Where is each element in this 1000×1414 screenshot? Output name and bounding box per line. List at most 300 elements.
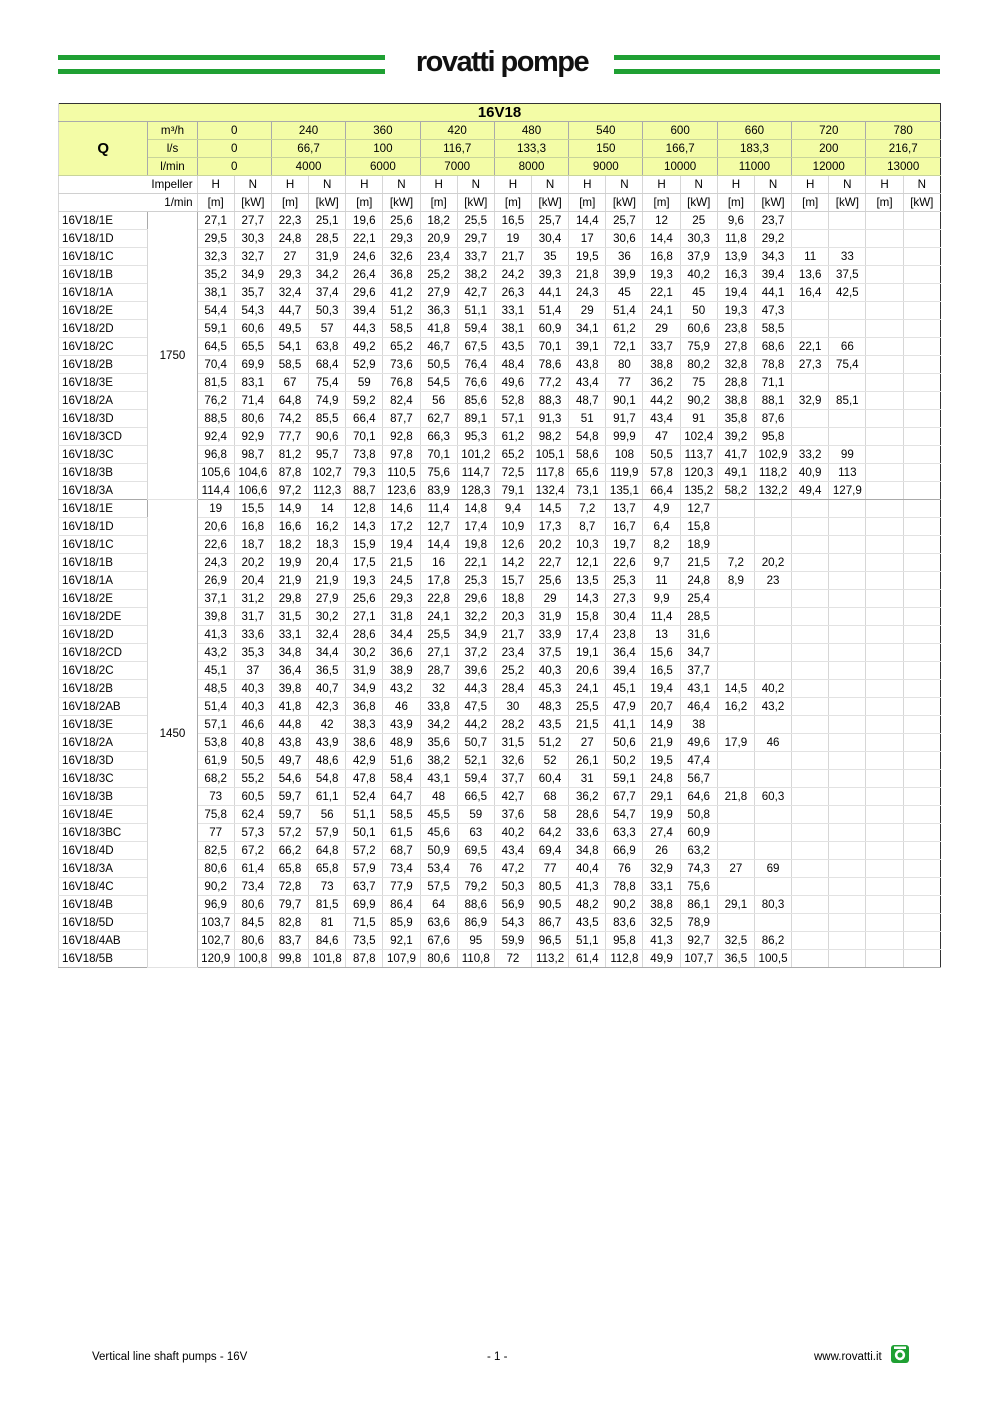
flow-value: 66,7 <box>271 140 345 158</box>
power-value: 67,5 <box>457 338 494 356</box>
power-value: 39,9 <box>606 266 643 284</box>
head-value: 43,1 <box>420 770 457 788</box>
head-value: 38,6 <box>346 734 383 752</box>
power-value: 40,3 <box>532 662 569 680</box>
power-value: 31,6 <box>680 626 717 644</box>
head-value: 34,9 <box>346 680 383 698</box>
power-value: 41,1 <box>606 716 643 734</box>
head-value: 49,4 <box>792 482 829 500</box>
head-value: 29,1 <box>717 896 754 914</box>
head-unit: [m] <box>643 194 680 212</box>
head-value <box>792 590 829 608</box>
head-value: 14,5 <box>717 680 754 698</box>
power-value: 83,1 <box>234 374 271 392</box>
head-value: 44,3 <box>346 320 383 338</box>
head-value: 43,4 <box>494 842 531 860</box>
power-value: 29,7 <box>457 230 494 248</box>
power-value: 60,3 <box>754 788 791 806</box>
head-value <box>792 752 829 770</box>
head-value <box>792 428 829 446</box>
power-value <box>903 752 940 770</box>
head-value: 43,8 <box>569 356 606 374</box>
head-unit: [m] <box>346 194 383 212</box>
header-stripe <box>58 69 385 74</box>
power-value: 74,9 <box>309 392 346 410</box>
head-value: 39,1 <box>569 338 606 356</box>
power-value: 37,4 <box>309 284 346 302</box>
power-value <box>829 788 866 806</box>
head-value: 23,4 <box>420 248 457 266</box>
head-value <box>866 464 903 482</box>
head-value: 57,8 <box>643 464 680 482</box>
power-value: 113,2 <box>532 950 569 968</box>
power-value: 46 <box>754 734 791 752</box>
power-value: 92,8 <box>383 428 420 446</box>
head-value: 21,9 <box>271 572 308 590</box>
head-value <box>866 932 903 950</box>
head-value: 33,1 <box>494 302 531 320</box>
head-value: 43,4 <box>643 410 680 428</box>
website-link[interactable]: www.rovatti.it <box>814 1351 882 1363</box>
flow-value: 660 <box>717 122 791 140</box>
power-value: 101,2 <box>457 446 494 464</box>
power-value: 36,5 <box>309 662 346 680</box>
head-value <box>866 212 903 230</box>
head-value: 82,5 <box>197 842 234 860</box>
head-value: 26,1 <box>569 752 606 770</box>
head-value: 37,1 <box>197 590 234 608</box>
head-value: 57,2 <box>271 824 308 842</box>
head-value: 49,7 <box>271 752 308 770</box>
power-value: 88,1 <box>754 392 791 410</box>
power-value: 33,6 <box>234 626 271 644</box>
head-value: 96,9 <box>197 896 234 914</box>
head-value: 73,1 <box>569 482 606 500</box>
power-value: 66 <box>829 338 866 356</box>
head-value: 50,9 <box>420 842 457 860</box>
head-value: 28,4 <box>494 680 531 698</box>
head-value: 48,7 <box>569 392 606 410</box>
head-value: 46,7 <box>420 338 457 356</box>
power-value: 75,4 <box>309 374 346 392</box>
power-value: 46 <box>383 698 420 716</box>
head-value: 88,5 <box>197 410 234 428</box>
head-value: 8,9 <box>717 572 754 590</box>
power-value: 69,9 <box>234 356 271 374</box>
power-value: 84,6 <box>309 932 346 950</box>
power-value: 38,9 <box>383 662 420 680</box>
power-value: 78,9 <box>680 914 717 932</box>
head-value <box>792 806 829 824</box>
head-value: 37,7 <box>494 770 531 788</box>
head-value <box>866 410 903 428</box>
power-value: 128,3 <box>457 482 494 500</box>
head-value: 9,9 <box>643 590 680 608</box>
power-value: 95 <box>457 932 494 950</box>
head-value: 120,9 <box>197 950 234 968</box>
company-emblem-icon <box>890 1344 910 1364</box>
power-value: 64,7 <box>383 788 420 806</box>
power-value <box>829 626 866 644</box>
power-value: 135,2 <box>680 482 717 500</box>
head-value <box>866 518 903 536</box>
head-value: 51,1 <box>346 806 383 824</box>
power-value: 23,8 <box>606 626 643 644</box>
power-value <box>903 770 940 788</box>
power-value <box>903 266 940 284</box>
power-unit: [kW] <box>829 194 866 212</box>
pump-model: 16V18/4D <box>59 842 148 860</box>
head-value: 17 <box>569 230 606 248</box>
power-value: 78,8 <box>754 356 791 374</box>
head-value: 27 <box>569 734 606 752</box>
head-value: 75,6 <box>420 464 457 482</box>
power-value: 80,6 <box>234 896 271 914</box>
head-value: 22,6 <box>197 536 234 554</box>
head-value: 103,7 <box>197 914 234 932</box>
power-value: 112,3 <box>309 482 346 500</box>
head-value <box>792 716 829 734</box>
power-value: 31,2 <box>234 590 271 608</box>
head-value: 24,8 <box>271 230 308 248</box>
power-value: 47,3 <box>754 302 791 320</box>
power-unit: [kW] <box>903 194 940 212</box>
power-value <box>829 896 866 914</box>
head-value: 14,3 <box>346 518 383 536</box>
power-value: 76,4 <box>457 356 494 374</box>
power-value <box>903 428 940 446</box>
flow-value: 9000 <box>569 158 643 176</box>
head-value: 63,6 <box>420 914 457 932</box>
power-value: 39,6 <box>457 662 494 680</box>
power-value: 20,2 <box>234 554 271 572</box>
power-value: 45 <box>680 284 717 302</box>
head-value: 37,6 <box>494 806 531 824</box>
power-value: 86,4 <box>383 896 420 914</box>
pump-model: 16V18/3A <box>59 860 148 878</box>
head-value: 54,1 <box>271 338 308 356</box>
head-value: 24,3 <box>569 284 606 302</box>
power-value: 71,1 <box>754 374 791 392</box>
power-value <box>829 662 866 680</box>
flow-value: 420 <box>420 122 494 140</box>
power-value: 73,4 <box>383 860 420 878</box>
power-value: 97,8 <box>383 446 420 464</box>
head-value: 36,2 <box>643 374 680 392</box>
head-value <box>717 824 754 842</box>
power-value <box>829 806 866 824</box>
power-value: 123,6 <box>383 482 420 500</box>
power-value: 75,6 <box>680 878 717 896</box>
head-value: 63,7 <box>346 878 383 896</box>
head-value <box>866 500 903 518</box>
head-value: 29 <box>569 302 606 320</box>
head-value: 57,1 <box>197 716 234 734</box>
head-value: 41,3 <box>569 878 606 896</box>
head-value <box>866 662 903 680</box>
power-value: 60,4 <box>532 770 569 788</box>
power-value <box>903 446 940 464</box>
flow-value: 0 <box>197 158 271 176</box>
head-value <box>866 482 903 500</box>
power-value <box>754 806 791 824</box>
head-value: 41,8 <box>420 320 457 338</box>
head-value: 58,2 <box>717 482 754 500</box>
power-value: 65,2 <box>383 338 420 356</box>
flow-value: 600 <box>643 122 717 140</box>
head-value <box>717 716 754 734</box>
head-value: 49,6 <box>494 374 531 392</box>
power-value: 34,4 <box>309 644 346 662</box>
power-value <box>829 518 866 536</box>
pump-model: 16V18/3E <box>59 374 148 392</box>
head-value: 41,8 <box>271 698 308 716</box>
page-header <box>58 46 940 78</box>
power-value: 29,2 <box>754 230 791 248</box>
power-value: 37,5 <box>829 266 866 284</box>
power-column-header: N <box>754 176 791 194</box>
power-value <box>754 914 791 932</box>
head-value: 43,5 <box>569 914 606 932</box>
power-value: 30,4 <box>606 608 643 626</box>
flow-value: 166,7 <box>643 140 717 158</box>
head-value: 32,6 <box>494 752 531 770</box>
power-value: 80,5 <box>532 878 569 896</box>
head-value: 21,8 <box>569 266 606 284</box>
power-value <box>903 608 940 626</box>
power-value: 30,6 <box>606 230 643 248</box>
head-value: 19,4 <box>717 284 754 302</box>
head-value: 29,8 <box>271 590 308 608</box>
head-value: 11,8 <box>717 230 754 248</box>
power-value: 78,8 <box>606 878 643 896</box>
power-value: 23,7 <box>754 212 791 230</box>
power-value: 41,2 <box>383 284 420 302</box>
power-value: 32,4 <box>309 626 346 644</box>
pump-model: 16V18/1C <box>59 536 148 554</box>
power-value <box>754 770 791 788</box>
power-value: 60,5 <box>234 788 271 806</box>
head-value: 43,5 <box>494 338 531 356</box>
power-value: 25,3 <box>457 572 494 590</box>
head-value: 56,9 <box>494 896 531 914</box>
power-value: 54,3 <box>234 302 271 320</box>
pump-model: 16V18/1B <box>59 266 148 284</box>
power-value: 79,2 <box>457 878 494 896</box>
head-value: 9,6 <box>717 212 754 230</box>
head-value: 24,2 <box>494 266 531 284</box>
power-value: 95,8 <box>754 428 791 446</box>
head-value: 19,5 <box>643 752 680 770</box>
head-value <box>866 446 903 464</box>
power-value: 69,4 <box>532 842 569 860</box>
power-value: 58,5 <box>383 320 420 338</box>
head-value: 65,6 <box>569 464 606 482</box>
head-value: 39,2 <box>717 428 754 446</box>
power-value: 18,7 <box>234 536 271 554</box>
power-value: 45,1 <box>606 680 643 698</box>
power-value: 88,3 <box>532 392 569 410</box>
power-value: 80 <box>606 356 643 374</box>
head-value: 20,7 <box>643 698 680 716</box>
head-value <box>792 554 829 572</box>
power-value: 73 <box>309 878 346 896</box>
power-value: 118,2 <box>754 464 791 482</box>
power-value <box>903 572 940 590</box>
pump-model: 16V18/1C <box>59 248 148 266</box>
power-value: 27,7 <box>234 212 271 230</box>
power-value: 98,2 <box>532 428 569 446</box>
power-value: 62,4 <box>234 806 271 824</box>
head-value <box>866 248 903 266</box>
power-value: 52,1 <box>457 752 494 770</box>
head-value <box>866 626 903 644</box>
head-value: 49,1 <box>717 464 754 482</box>
head-value: 15,6 <box>643 644 680 662</box>
head-value: 24,6 <box>346 248 383 266</box>
power-value: 42,5 <box>829 284 866 302</box>
power-value <box>754 662 791 680</box>
head-value: 64 <box>420 896 457 914</box>
flow-rate-row <box>59 122 941 140</box>
power-value <box>903 716 940 734</box>
power-value: 60,6 <box>680 320 717 338</box>
power-value <box>829 374 866 392</box>
power-value: 108 <box>606 446 643 464</box>
power-value <box>754 878 791 896</box>
power-value: 49,6 <box>680 734 717 752</box>
head-value: 16 <box>420 554 457 572</box>
power-value: 14,5 <box>532 500 569 518</box>
head-value: 36,5 <box>717 950 754 968</box>
power-value <box>903 374 940 392</box>
head-value: 82,8 <box>271 914 308 932</box>
power-value <box>903 734 940 752</box>
head-value: 59,9 <box>494 932 531 950</box>
power-value: 67,7 <box>606 788 643 806</box>
head-value: 31,5 <box>494 734 531 752</box>
pump-model: 16V18/2B <box>59 680 148 698</box>
head-value: 66,2 <box>271 842 308 860</box>
pump-model: 16V18/5D <box>59 914 148 932</box>
power-value: 40,3 <box>234 680 271 698</box>
flow-rate-row <box>59 158 941 176</box>
head-value: 39,4 <box>346 302 383 320</box>
head-value: 67,6 <box>420 932 457 950</box>
head-value: 33,1 <box>271 626 308 644</box>
flow-unit: l/min <box>148 158 197 176</box>
power-column-header: N <box>234 176 271 194</box>
flow-value: 7000 <box>420 158 494 176</box>
power-value: 102,7 <box>309 464 346 482</box>
power-value: 37,5 <box>532 644 569 662</box>
table-title: 16V18 <box>59 104 941 122</box>
power-value <box>829 320 866 338</box>
power-value <box>903 680 940 698</box>
head-value: 47 <box>643 428 680 446</box>
power-value: 63 <box>457 824 494 842</box>
head-value: 18,2 <box>420 212 457 230</box>
head-value: 25,5 <box>569 698 606 716</box>
head-value: 43,2 <box>197 644 234 662</box>
power-value: 47,9 <box>606 698 643 716</box>
power-value <box>903 338 940 356</box>
power-value: 27,9 <box>309 590 346 608</box>
head-value: 14,9 <box>271 500 308 518</box>
head-value: 44,7 <box>271 302 308 320</box>
power-value: 81,5 <box>309 896 346 914</box>
head-value: 12,7 <box>420 518 457 536</box>
flow-value: 4000 <box>271 158 345 176</box>
head-value: 14,4 <box>420 536 457 554</box>
head-value: 36,4 <box>271 662 308 680</box>
head-value: 12,8 <box>346 500 383 518</box>
power-value <box>829 698 866 716</box>
power-value: 68 <box>532 788 569 806</box>
page-number: - 1 - <box>487 1351 508 1363</box>
table-row <box>59 212 941 230</box>
flow-value: 6000 <box>346 158 420 176</box>
rotation-speed: 1750 <box>148 212 197 500</box>
head-value <box>866 302 903 320</box>
head-value <box>866 644 903 662</box>
power-value: 36,4 <box>606 644 643 662</box>
head-value: 32,4 <box>271 284 308 302</box>
power-value: 50,6 <box>606 734 643 752</box>
power-value: 43,9 <box>383 716 420 734</box>
head-value <box>866 392 903 410</box>
power-value: 24,5 <box>383 572 420 590</box>
head-value: 59,7 <box>271 806 308 824</box>
power-value: 63,3 <box>606 824 643 842</box>
head-value: 24,1 <box>569 680 606 698</box>
head-value: 34,8 <box>271 644 308 662</box>
head-value <box>866 590 903 608</box>
pump-model: 16V18/4B <box>59 896 148 914</box>
head-value: 72,8 <box>271 878 308 896</box>
head-value: 45,1 <box>197 662 234 680</box>
power-value: 58,5 <box>383 806 420 824</box>
pump-model: 16V18/1B <box>59 554 148 572</box>
head-unit: [m] <box>494 194 531 212</box>
head-value <box>717 662 754 680</box>
head-value: 11 <box>643 572 680 590</box>
pump-model: 16V18/2E <box>59 302 148 320</box>
head-value: 29,6 <box>346 284 383 302</box>
head-value: 26,3 <box>494 284 531 302</box>
head-value: 36,2 <box>569 788 606 806</box>
power-value <box>829 842 866 860</box>
pump-model: 16V18/2D <box>59 320 148 338</box>
power-value: 20,4 <box>234 572 271 590</box>
head-value: 26 <box>643 842 680 860</box>
head-value <box>866 356 903 374</box>
power-value <box>903 788 940 806</box>
power-value: 35 <box>532 248 569 266</box>
head-value <box>866 752 903 770</box>
head-value: 53,4 <box>420 860 457 878</box>
head-value: 54,6 <box>271 770 308 788</box>
head-value: 83,7 <box>271 932 308 950</box>
power-value: 80,6 <box>234 410 271 428</box>
head-value: 99,8 <box>271 950 308 968</box>
power-value: 73,6 <box>383 356 420 374</box>
power-value: 59,1 <box>606 770 643 788</box>
head-value: 32,9 <box>643 860 680 878</box>
head-value: 50,5 <box>420 356 457 374</box>
head-value: 27,4 <box>643 824 680 842</box>
head-value <box>792 770 829 788</box>
